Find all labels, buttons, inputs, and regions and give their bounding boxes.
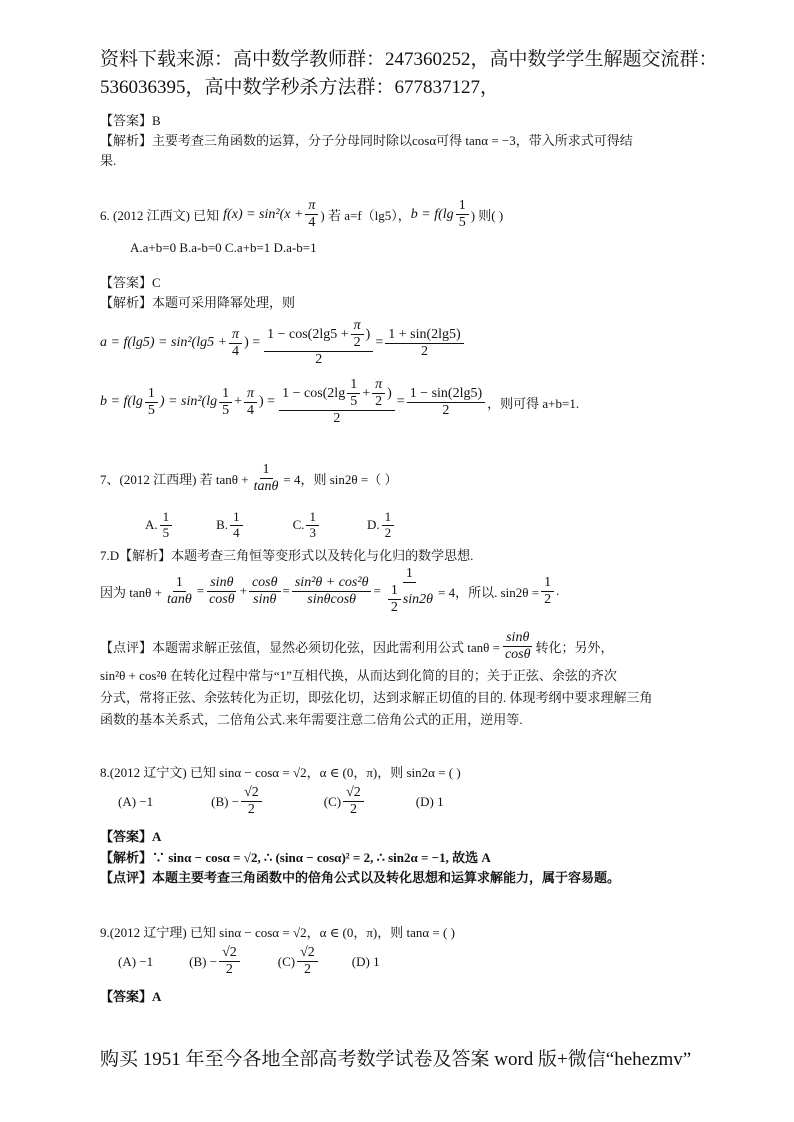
- q9-options: [118, 945, 380, 978]
- numerator: 1: [173, 575, 186, 592]
- sin-2theta: sin2θ: [402, 591, 434, 607]
- one-fifth: [145, 386, 158, 419]
- q7-stem-prefix: 7、(2012 江西理) 若 tanθ +: [100, 472, 249, 488]
- denominator: 2: [375, 394, 383, 410]
- b-tail: ，则可得 a+b=1.: [487, 395, 580, 411]
- sum-fraction: [292, 575, 372, 608]
- option-d: (D) 1: [351, 953, 380, 969]
- denominator: [383, 583, 436, 616]
- complex-fraction: [383, 566, 436, 616]
- q6-stem-end: ) 则( ): [470, 208, 504, 224]
- option-c: C.: [292, 517, 305, 533]
- q7-comment-line-4: 函数的基本关系式，二倍角公式.来年需要注意二倍角公式的正用，逆用等.: [100, 712, 523, 727]
- numerator: sinθ: [503, 630, 532, 647]
- cos-over-sin: [249, 575, 281, 608]
- sqrt2-over-2: [241, 785, 262, 818]
- b-result-fraction: [407, 386, 485, 419]
- one-half: [541, 575, 554, 608]
- header-line-1: 资料下载来源：高中数学教师群：247360252，高中数学学生解题交流群：: [100, 49, 718, 70]
- b-lhs-1: b = f(lg: [100, 394, 143, 410]
- one-fourth: [230, 510, 243, 541]
- q9-stem: 9.(2012 辽宁理) 已知 sinα − cosα = √2，α ∈ (0，π)，则 tanα = ( ): [100, 925, 455, 940]
- numerator: √2: [219, 945, 240, 962]
- option-d: D.: [366, 517, 380, 533]
- numerator: √2: [241, 785, 262, 802]
- denominator: 2: [247, 802, 255, 818]
- denominator: tanθ: [253, 479, 279, 495]
- pi-over-4: [229, 327, 242, 360]
- q5-answer: 【答案】B: [100, 113, 161, 128]
- pi-over-2: [351, 318, 364, 351]
- pi-symbol: π: [229, 327, 242, 344]
- q6-stem-prefix: 6. (2012 江西文) 已知: [100, 208, 220, 224]
- numerator: 1: [230, 510, 243, 526]
- reason-prefix: 因为 tanθ +: [100, 584, 162, 600]
- pi-over-4: [244, 386, 257, 419]
- denominator: 3: [309, 524, 316, 540]
- denominator: 5: [162, 524, 170, 540]
- denominator: 2: [349, 802, 357, 818]
- numerator: 1: [160, 510, 173, 526]
- option-a: (A) −1: [118, 953, 154, 969]
- denominator: 2: [384, 524, 392, 540]
- one-fifth: [160, 510, 173, 541]
- q8-options: [118, 785, 444, 818]
- option-d: (D) 1: [415, 793, 444, 809]
- denominator: 2: [544, 591, 552, 607]
- denominator: 5: [147, 402, 155, 418]
- sqrt2-over-2: [343, 785, 364, 818]
- denominator: 4: [232, 343, 240, 359]
- one-fifth: [219, 386, 232, 419]
- sqrt2-over-2: [297, 945, 318, 978]
- q5-analysis-line-1: 【解析】主要考查三角函数的运算，分子分母同时除以cosα可得 tanα = −3，带入所求式可得结: [100, 133, 633, 148]
- numerator: 1 − sin(2lg5): [407, 386, 485, 403]
- q6-fx: f(x) = sin²(x +: [223, 206, 304, 222]
- q6-stem-mid: ) 若 a=f（lg5），: [320, 208, 411, 224]
- denominator: 2: [353, 335, 361, 351]
- q7-comment-line-1: [100, 630, 614, 663]
- q6-one-fifth: [456, 198, 469, 231]
- q7-comment-line-3: 分式，常将正弦、余弦转化为正切，即弦化切，达到求解正切值的目的. 体现考纲中要求理解三角: [100, 690, 653, 705]
- one-over-tan: [164, 575, 195, 608]
- q8-analysis: 【解析】∵ sinα − cosα = √2, ∴ (sinα − cosα)² = 2, ∴ sin2α = −1, 故选 A: [100, 850, 491, 865]
- numerator: sinθ: [207, 575, 236, 592]
- one-half: [382, 510, 395, 541]
- option-c: (C): [323, 793, 342, 809]
- option-a: A.: [145, 517, 158, 533]
- denominator: sinθ: [253, 591, 277, 607]
- numerator: 1: [347, 377, 360, 394]
- q6-b-expr: b = f(lg: [410, 206, 454, 222]
- option-b: B.: [216, 517, 229, 533]
- numerator: 1 − cos(2lg5 + $\frac{\pi}{2}$ ): [264, 318, 373, 352]
- numerator-text: 1 − cos(2lg: [282, 385, 346, 401]
- denominator: 4: [247, 402, 254, 418]
- sqrt2-over-2: [219, 945, 240, 978]
- numerator: sin²θ + cos²θ: [292, 575, 372, 592]
- numerator: 1 + sin(2lg5): [385, 327, 463, 344]
- sin-over-cos: [502, 630, 534, 663]
- denominator: tanθ: [166, 591, 192, 607]
- numerator: √2: [343, 785, 364, 802]
- denominator: cosθ: [209, 591, 235, 607]
- q8-comment: 【点评】本题主要考查三角函数中的倍角公式以及转化思想和运算求解能力，属于容易题。: [100, 870, 621, 885]
- numerator: 1: [306, 510, 319, 526]
- denominator: 5: [350, 394, 358, 410]
- denominator: sinθcosθ: [307, 591, 357, 607]
- a-lhs: a = f(lg5) = sin²(lg5 +: [100, 335, 228, 351]
- numerator: cosθ: [249, 575, 281, 592]
- q6-analysis: 【解析】本题可采用降幂处理，则: [100, 295, 296, 310]
- q6-b-equation: b = f(lg $\frac{1}{5}$ ) = sin²(lg $\frac{1}{5}$ + $\frac{\pi}{4}$ ) = 1 − cos(2lg $\frac{1}{5}$ + $\frac{\pi}{2}$ ) 2 = $\frac{1 - \sin(2\lg 5)}{2}$ ，则可得 a+b=1.: [100, 377, 580, 427]
- numerator: √2: [297, 945, 318, 962]
- pi-symbol: π: [351, 318, 364, 335]
- one-half: [388, 583, 401, 616]
- one-third: [306, 510, 319, 541]
- numerator: 1: [260, 462, 273, 479]
- denominator: 2: [333, 411, 341, 427]
- numerator: 1: [541, 575, 554, 592]
- denominator: 2: [420, 343, 428, 359]
- option-b: (B) −: [211, 793, 240, 809]
- q5-analysis-line-2: 果.: [100, 153, 117, 168]
- numerator: 1: [403, 566, 416, 583]
- q8-stem: 8.(2012 辽宁文) 已知 sinα − cosα = √2，α ∈ (0，π)，则 sin2α = ( ): [100, 765, 461, 780]
- denominator: 2: [225, 962, 233, 978]
- a-result-fraction: [385, 327, 463, 360]
- q6-options: A.a+b=0 B.a-b=0 C.a+b=1 D.a-b=1: [130, 240, 317, 255]
- sin-over-cos: [206, 575, 238, 608]
- denominator: 4: [233, 524, 240, 540]
- header-line-2: 536036395，高中数学秒杀方法群：677837127，: [100, 77, 500, 98]
- comment-text: 【点评】本题需求解正弦值，显然必须切化弦，因此需利用公式 tanθ =: [100, 640, 500, 656]
- q6-pi-over-4: [305, 198, 318, 231]
- numerator: 1 − cos(2lg $\frac{1}{5}$ + $\frac{\pi}{2}$ ): [279, 377, 395, 411]
- denominator: cosθ: [504, 647, 531, 663]
- q7-analysis: 7.D【解析】本题考查三角恒等变形式以及转化与化归的数学思想.: [100, 548, 474, 563]
- footer-ad: 购买 1951 年至今各地全部高考数学试卷及答案 word 版+微信“hehezmv”: [100, 1049, 692, 1070]
- b-big-fraction: [279, 377, 395, 427]
- one-over-tan: [251, 462, 282, 495]
- pi-symbol: π: [244, 386, 257, 403]
- denominator: 4: [308, 215, 316, 231]
- numerator: 1: [456, 198, 469, 215]
- option-a: (A) −1: [118, 793, 154, 809]
- one-fifth: [347, 377, 360, 410]
- numerator-text: 1 − cos(2lg5 +: [267, 326, 349, 342]
- pi-symbol: π: [372, 377, 385, 394]
- q6-stem: [100, 198, 503, 231]
- reason-end: = 4，所以. sin2θ =: [438, 584, 540, 600]
- pi-over-2: [372, 377, 385, 410]
- numerator: 1: [145, 386, 158, 403]
- denominator: 2: [390, 600, 398, 616]
- a-big-fraction: [264, 318, 373, 368]
- q7-options: [145, 510, 396, 541]
- q7-stem: [100, 462, 397, 495]
- q9-answer: 【答案】A: [100, 989, 162, 1004]
- b-lhs-2: ) = sin²(lg: [159, 394, 218, 410]
- q7-reasoning: 因为 tanθ + $\frac{1}{\tan\theta}$ = $\frac{\sin\theta}{\cos\theta}$ + $\frac{\cos\theta}{\sin\theta}$ = $\frac{\text{sin²θ + cos²θ}}{\sin\theta\cos\theta}$ = 1 $\frac{1}{2}$ sin2θ = 4，所以. sin2θ = $\frac{1}{2}$ .: [100, 566, 560, 616]
- denominator: 2: [315, 352, 323, 368]
- q8-answer: 【答案】A: [100, 829, 162, 844]
- option-b: (B) −: [189, 953, 218, 969]
- numerator: 1: [388, 583, 401, 600]
- pi-symbol: π: [305, 198, 318, 215]
- denominator: 2: [442, 402, 450, 418]
- denominator: 5: [222, 402, 230, 418]
- option-c: (C): [277, 953, 296, 969]
- numerator: 1: [382, 510, 395, 526]
- denominator: 2: [303, 962, 311, 978]
- q7-comment-line-2: sin²θ + cos²θ 在转化过程中常与“1”互相代换，从而达到化简的目的；关于正弦、余弦的齐次: [100, 668, 617, 683]
- denominator: 5: [458, 215, 466, 231]
- numerator: 1: [219, 386, 232, 403]
- q6-answer: 【答案】C: [100, 275, 161, 290]
- comment-text: 转化；另外，: [535, 640, 614, 656]
- q7-stem-mid: = 4，则 sin2θ =（ ）: [283, 472, 398, 488]
- q6-a-equation: a = f(lg5) = sin²(lg5 + $\frac{\pi}{4}$ ) = 1 − cos(2lg5 + $\frac{\pi}{2}$ ) 2 = $\frac{1 + \sin(2\lg 5)}{2}$: [100, 318, 466, 368]
